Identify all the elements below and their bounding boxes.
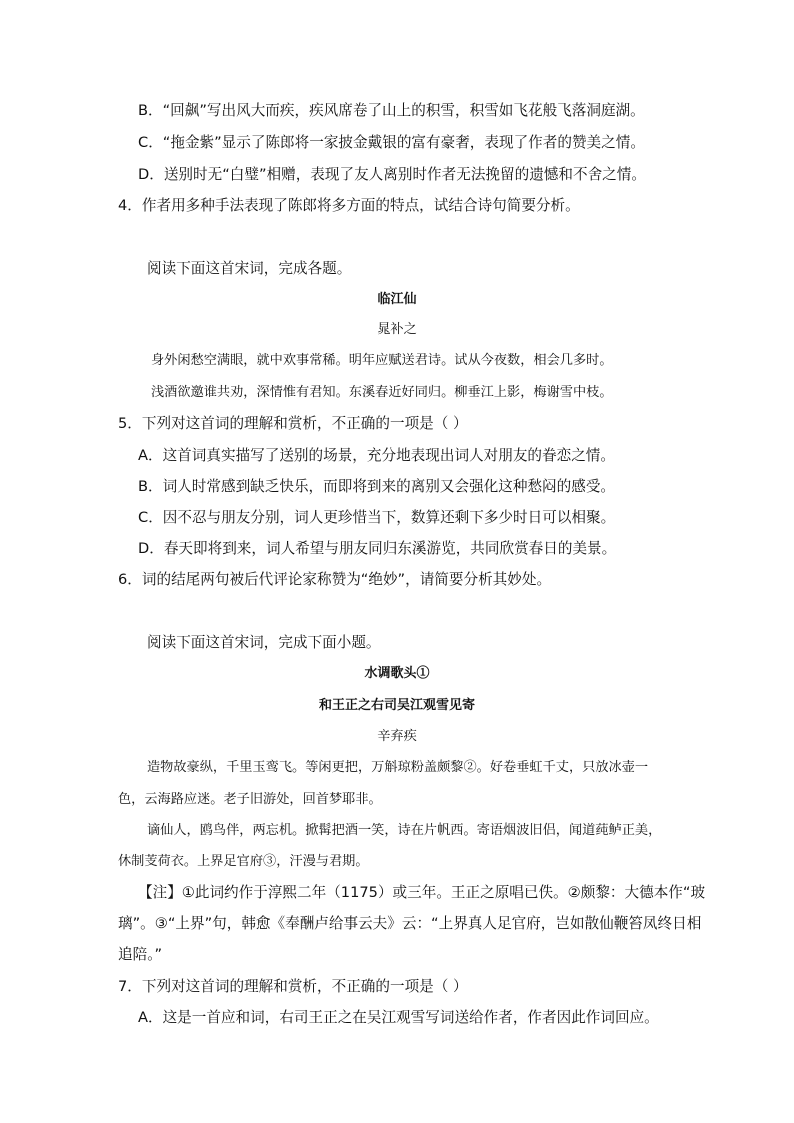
question-7: 7．下列对这首词的理解和赏析，不正确的一项是（ ） — [118, 978, 468, 995]
q5-option-d: D．春天即将到来，词人希望与朋友同归东溪游览，共同欣赏春日的美景。 — [138, 540, 617, 557]
q5-option-a: A．这首词真实描写了送别的场景，充分地表现出词人对朋友的眷恋之情。 — [138, 447, 615, 464]
poem2-author: 辛弃疾 — [377, 729, 417, 744]
question-4: 4．作者用多种手法表现了陈郎将多方面的特点，试结合诗句简要分析。 — [118, 197, 580, 214]
poem1-line-2: 浅酒欲邀谁共劝，深情惟有君知。东溪春近好同归。柳垂江上影，梅谢雪中枝。 — [151, 385, 613, 400]
poem2-stanza2-line1: 谪仙人，鸥鸟伴，两忘机。掀髯把酒一笑，诗在片帆西。寄语烟波旧侣，闻道莼鲈正美， — [147, 823, 662, 838]
poem2-stanza2-line2: 休制芰荷衣。上界足官府③，汗漫与君期。 — [118, 854, 369, 869]
poem2-title: 水调歌头① — [364, 666, 430, 681]
note-line-3: 追陪。” — [118, 946, 163, 963]
poem1-title: 临江仙 — [377, 292, 417, 307]
poem2-stanza1-line2: 色，云海路应迷。老子旧游处，回首梦耶非。 — [118, 792, 382, 807]
question-5: 5．下列对这首词的理解和赏析，不正确的一项是（ ） — [118, 415, 468, 432]
poem1-instruction: 阅读下面这首宋词，完成各题。 — [147, 260, 352, 277]
option-c: C．“拖金紫”显示了陈郎将一家披金戴银的富有豪奢，表现了作者的赞美之情。 — [138, 134, 645, 151]
q5-option-c: C．因不忍与朋友分别，词人更珍惜当下，数算还剩下多少时日可以相聚。 — [138, 509, 616, 526]
poem1-line-1: 身外闲愁空满眼，就中欢事常稀。明年应赋送君诗。试从今夜数，相会几多时。 — [151, 353, 613, 368]
poem2-instruction: 阅读下面这首宋词，完成下面小题。 — [147, 634, 381, 651]
poem2-stanza1-line1: 造物故豪纵，千里玉鸾飞。等闲更把，万斛琼粉盖颇黎②。好卷垂虹千丈，只放冰壶一 — [147, 760, 649, 775]
option-b: B．“回飙”写出风大而疾，疾风席卷了山上的积雪，积雪如飞花般飞落洞庭湖。 — [138, 102, 645, 119]
q5-option-b: B．词人时常感到缺乏快乐，而即将到来的离别又会强化这种愁闷的感受。 — [138, 478, 616, 495]
poem2-subtitle: 和王正之右司吴江观雪见寄 — [318, 698, 475, 713]
note-line-2: 璃”。③“上界”句，韩愈《奉酬卢给事云夫》云：“上界真人足官府，岂如散仙鞭笞凤终日相 — [118, 915, 702, 932]
note-line-1: 【注】①此词约作于淳熙二年（1175）或三年。王正之原唱已佚。②颇黎：大德本作“玻 — [138, 884, 706, 901]
poem1-author: 晁补之 — [377, 322, 417, 337]
q7-option-a: A．这是一首应和词，右司王正之在吴江观雪写词送给作者，作者因此作词回应。 — [138, 1009, 659, 1026]
option-d: D．送别时无“白璧”相赠，表现了友人离别时作者无法挽留的遗憾和不舍之情。 — [138, 166, 646, 183]
question-6: 6．词的结尾两句被后代评论家称赞为“绝妙”，请简要分析其妙处。 — [118, 571, 552, 588]
